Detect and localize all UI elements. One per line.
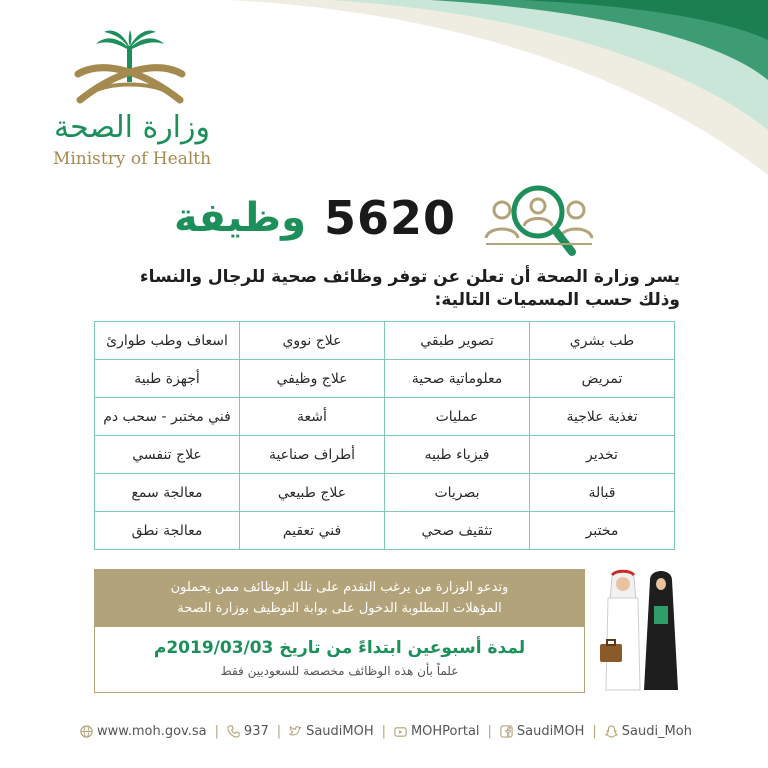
people-illustration-icon — [598, 566, 682, 696]
invite-line-1: وتدعو الوزارة من يرغب التقدم على تلك الوظائف ممن يحملون — [170, 580, 509, 595]
facebook-icon — [500, 725, 513, 738]
headline — [150, 186, 480, 250]
youtube-text: MOHPortal — [410, 723, 480, 739]
job-cell: مختبر — [530, 512, 675, 550]
job-cell: فني تعقيم — [240, 512, 385, 550]
job-cell: عمليات — [385, 398, 530, 436]
separator: | — [381, 723, 386, 739]
footer-facebook[interactable] — [500, 724, 585, 739]
invite-band — [94, 569, 585, 627]
intro-text — [90, 266, 680, 312]
separator: | — [487, 723, 492, 739]
twitter-icon — [289, 725, 302, 738]
moh-logo — [52, 30, 212, 180]
job-cell: علاج طبيعي — [240, 474, 385, 512]
palm-swords-emblem-icon — [72, 30, 188, 110]
job-cell: معلوماتية صحية — [385, 360, 530, 398]
table-row — [95, 360, 675, 398]
period-note: علماً بأن هذه الوظائف مخصصة للسعوديين فقط — [220, 664, 459, 678]
job-cell: معالجة سمع — [95, 474, 240, 512]
intro-line-2: وذلك حسب المسميات التالية: — [434, 290, 680, 310]
job-cell: طب بشري — [530, 322, 675, 360]
job-cell: فيزياء طبيه — [385, 436, 530, 474]
table-row — [95, 512, 675, 550]
footer-snapchat[interactable] — [605, 724, 692, 739]
job-cell: معالجة نطق — [95, 512, 240, 550]
website-text: www.moh.gov.sa — [97, 723, 207, 739]
snapchat-icon — [605, 725, 618, 738]
snapchat-text: Saudi_Moh — [621, 723, 692, 739]
table-row — [95, 474, 675, 512]
period-text: لمدة أسبوعين ابتداءً من تاريخ 2019/03/03م — [153, 638, 526, 658]
job-cell: تثقيف صحي — [385, 512, 530, 550]
facebook-text: SaudiMOH — [516, 723, 585, 739]
period-box — [94, 627, 585, 693]
table-row — [95, 436, 675, 474]
footer-youtube[interactable] — [394, 724, 480, 739]
phone-icon — [227, 725, 240, 738]
job-cell: أشعة — [240, 398, 385, 436]
table-row — [95, 398, 675, 436]
footer — [80, 718, 692, 744]
headline-word: وظيفة — [174, 195, 306, 241]
job-cell: فني مختبر - سحب دم — [95, 398, 240, 436]
job-cell: تمريض — [530, 360, 675, 398]
separator: | — [592, 723, 597, 739]
headline-count: 5620 — [323, 191, 456, 245]
job-cell: علاج وظيفي — [240, 360, 385, 398]
phone-text: 937 — [243, 723, 269, 739]
separator: | — [276, 723, 282, 739]
job-cell: علاج نووي — [240, 322, 385, 360]
footer-twitter[interactable] — [289, 724, 374, 739]
job-cell: تغذية علاجية — [530, 398, 675, 436]
job-cell: قبالة — [530, 474, 675, 512]
separator: | — [214, 723, 219, 739]
intro-line-1: يسر وزارة الصحة أن تعلن عن توفر وظائف صحية للرجال والنساء — [139, 267, 680, 287]
footer-phone[interactable] — [227, 724, 269, 739]
logo-english-text: Ministry of Health — [52, 149, 212, 169]
job-cell: تخدير — [530, 436, 675, 474]
job-cell: تصوير طبقي — [385, 322, 530, 360]
job-cell: بصريات — [385, 474, 530, 512]
table-row — [95, 322, 675, 360]
logo-arabic-text: وزارة الصحة — [54, 110, 210, 145]
job-cell: أجهزة طبية — [95, 360, 240, 398]
job-cell: اسعاف وطب طوارئ — [95, 322, 240, 360]
job-cell: علاج تنفسي — [95, 436, 240, 474]
footer-website[interactable] — [80, 724, 207, 739]
twitter-text: SaudiMOH — [306, 723, 374, 739]
people-search-icon — [480, 182, 598, 260]
job-cell: أطراف صناعية — [240, 436, 385, 474]
jobs-table — [94, 321, 675, 550]
invite-line-2: المؤهلات المطلوبة الدخول على بوابة التوظيف بوزارة الصحة — [177, 601, 502, 616]
globe-icon — [80, 725, 93, 738]
youtube-icon — [394, 725, 407, 738]
